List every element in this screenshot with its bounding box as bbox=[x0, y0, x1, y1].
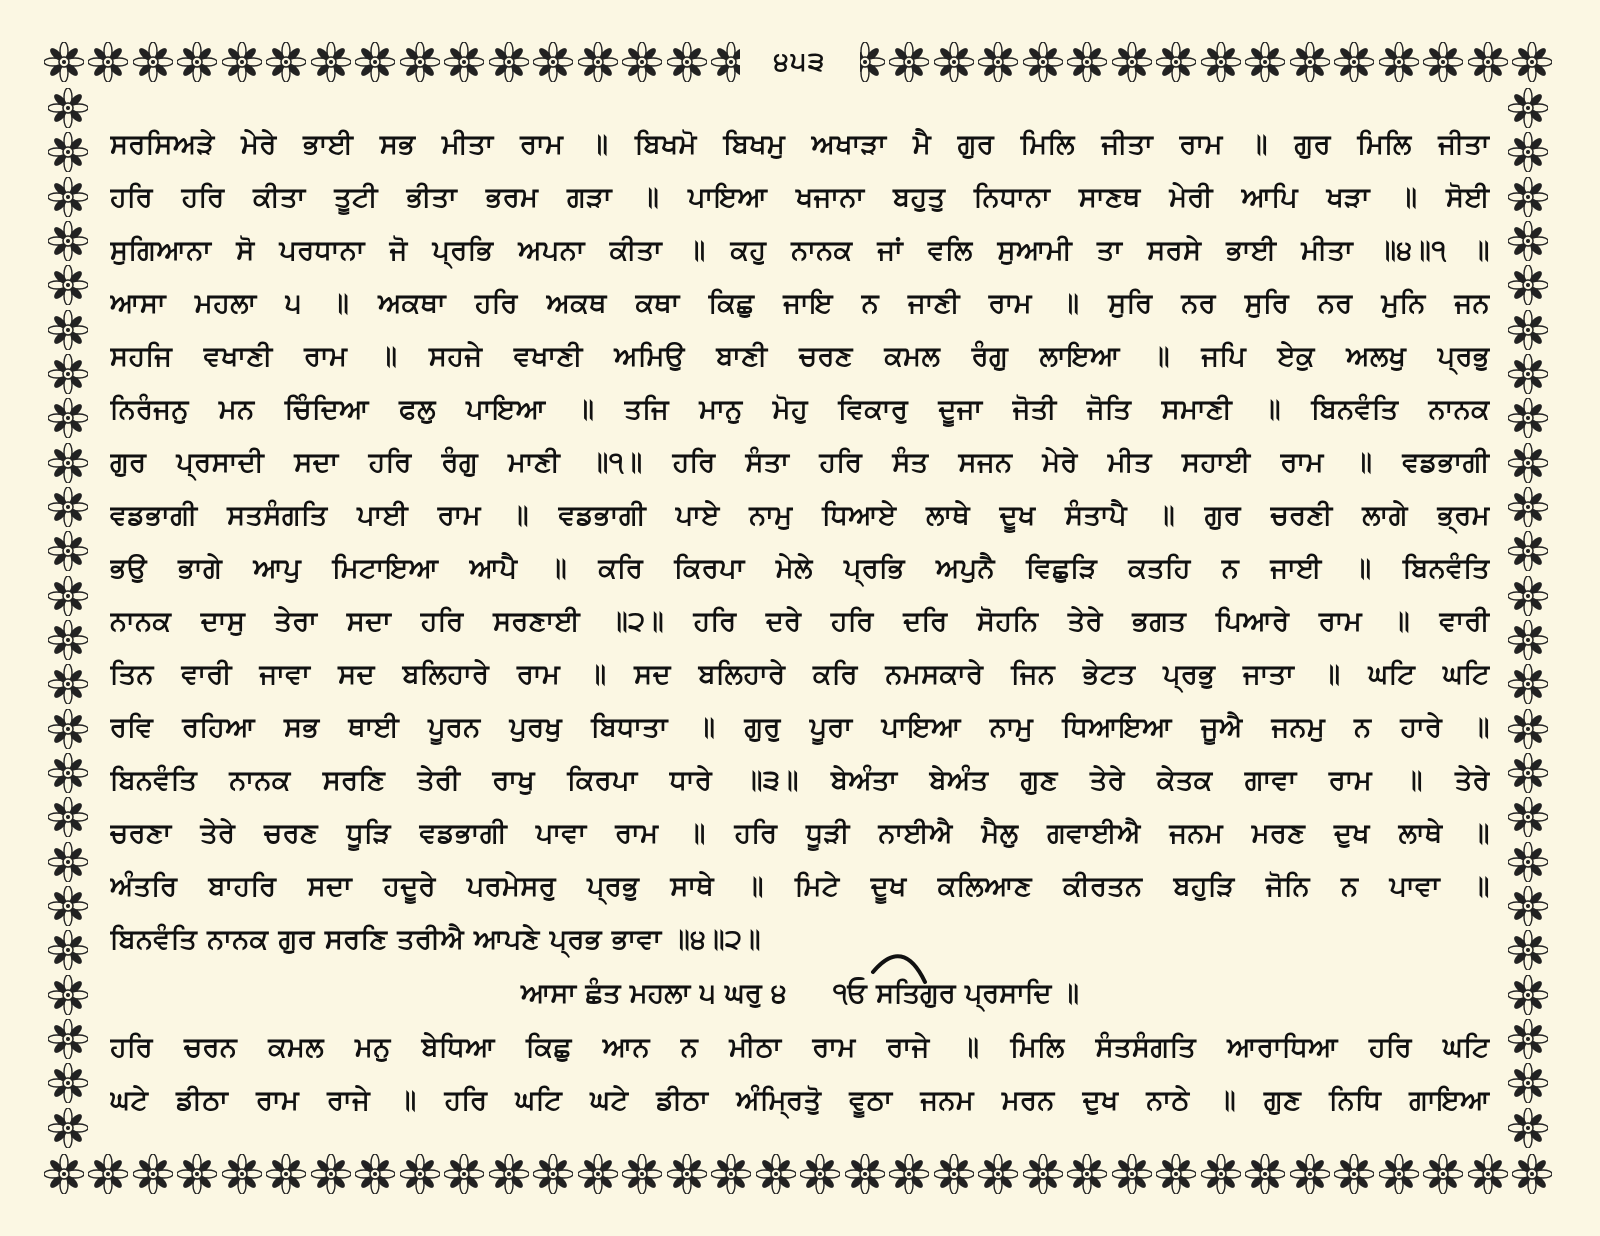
text-line: ਬਿਨਵੰਤਿ ਨਾਨਕ ਗੁਰ ਸਰਣਿ ਤਰੀਐ ਆਪਣੇ ਪ੍ਰਭ ਭਾਵਾ ॥੪॥੨॥ bbox=[110, 924, 762, 955]
flower-ornament-icon bbox=[444, 42, 484, 82]
flower-ornament-icon bbox=[266, 1154, 306, 1194]
flower-ornament-icon bbox=[1423, 42, 1463, 82]
flower-ornament-icon bbox=[1508, 265, 1548, 305]
flower-ornament-icon bbox=[133, 1154, 173, 1194]
flower-ornament-icon bbox=[444, 1154, 484, 1194]
flower-ornament-icon bbox=[311, 42, 351, 82]
flower-ornament-icon bbox=[1512, 1154, 1552, 1194]
flower-ornament-icon bbox=[667, 42, 707, 82]
flower-ornament-icon bbox=[48, 265, 88, 305]
flower-ornament-icon bbox=[222, 42, 262, 82]
flower-ornament-icon bbox=[578, 42, 618, 82]
flower-ornament-icon bbox=[489, 1154, 529, 1194]
flower-ornament-icon bbox=[711, 1154, 751, 1194]
flower-ornament-icon bbox=[1508, 177, 1548, 217]
flower-ornament-icon bbox=[1067, 42, 1107, 82]
flower-ornament-icon bbox=[800, 1154, 840, 1194]
flower-ornament-icon bbox=[1508, 930, 1548, 970]
flower-ornament-icon bbox=[1508, 1019, 1548, 1059]
text-line: ਵਡਭਾਗੀ ਸਤਸੰਗਤਿ ਪਾਈ ਰਾਮ ॥ ਵਡਭਾਗੀ ਪਾਏ ਨਾਮੁ ਧਿਆਏ ਲਾਥੇ ਦੂਖ ਸੰਤਾਪੈ ॥ ਗੁਰ ਚਰਣੀ ਲਾਗੇ ਭ੍ਰਮ bbox=[110, 500, 1490, 531]
flower-ornament-icon bbox=[1201, 1154, 1241, 1194]
flower-ornament-icon bbox=[48, 132, 88, 172]
flower-ornament-icon bbox=[88, 1154, 128, 1194]
flower-ornament-icon bbox=[489, 42, 529, 82]
flower-ornament-icon bbox=[1508, 531, 1548, 571]
flower-ornament-icon bbox=[48, 842, 88, 882]
flower-ornament-icon bbox=[1508, 664, 1548, 704]
flower-ornament-icon bbox=[1508, 753, 1548, 793]
text-line: ਗੁਰ ਪ੍ਰਸਾਦੀ ਸਦਾ ਹਰਿ ਰੰਗੁ ਮਾਣੀ ॥੧॥ ਹਰਿ ਸੰਤਾ ਹਰਿ ਸੰਤ ਸਜਨ ਮੇਰੇ ਮੀਤ ਸਹਾਈ ਰਾਮ ॥ ਵਡਭਾਗੀ bbox=[110, 447, 1490, 478]
text-line: ਭਉ ਭਾਗੇ ਆਪੁ ਮਿਟਾਇਆ ਆਪੈ ॥ ਕਰਿ ਕਿਰਪਾ ਮੇਲੇ ਪ੍ਰਭਿ ਅਪੁਨੈ ਵਿਛੁੜਿ ਕਤਹਿ ਨ ਜਾਈ ॥ ਬਿਨਵੰਤਿ bbox=[110, 553, 1490, 584]
flower-ornament-icon bbox=[48, 576, 88, 616]
flower-ornament-icon bbox=[845, 1154, 885, 1194]
flower-ornament-icon bbox=[48, 664, 88, 704]
flower-ornament-icon bbox=[44, 42, 84, 82]
flower-ornament-icon bbox=[355, 1154, 395, 1194]
flower-ornament-icon bbox=[1245, 1154, 1285, 1194]
flower-ornament-icon bbox=[1423, 1154, 1463, 1194]
flower-ornament-icon bbox=[667, 1154, 707, 1194]
flower-ornament-icon bbox=[48, 354, 88, 394]
flower-ornament-icon bbox=[1508, 975, 1548, 1015]
flower-ornament-icon bbox=[355, 42, 395, 82]
flower-ornament-icon bbox=[1508, 398, 1548, 438]
flower-ornament-icon bbox=[48, 753, 88, 793]
flower-ornament-icon bbox=[1508, 310, 1548, 350]
flower-ornament-icon bbox=[578, 1154, 618, 1194]
flower-ornament-icon bbox=[48, 398, 88, 438]
section-heading bbox=[110, 966, 1490, 1021]
flower-ornament-icon bbox=[1512, 42, 1552, 82]
flower-ornament-icon bbox=[133, 42, 173, 82]
flower-ornament-icon bbox=[1508, 620, 1548, 660]
flower-ornament-icon bbox=[48, 797, 88, 837]
flower-ornament-icon bbox=[48, 443, 88, 483]
flower-ornament-icon bbox=[400, 42, 440, 82]
flower-ornament-icon bbox=[48, 221, 88, 261]
text-line: ਸੁਗਿਆਨਾ ਸੋ ਪਰਧਾਨਾ ਜੋ ਪ੍ਰਭਿ ਅਪਨਾ ਕੀਤਾ ॥ ਕਹੁ ਨਾਨਕ ਜਾਂ ਵਲਿ ਸੁਆਮੀ ਤਾ ਸਰਸੇ ਭਾਈ ਮੀਤਾ ॥੪॥੧ ॥ bbox=[110, 235, 1490, 266]
flower-ornament-icon bbox=[1508, 88, 1548, 128]
flower-ornament-icon bbox=[48, 620, 88, 660]
flower-ornament-icon bbox=[1468, 42, 1508, 82]
flower-ornament-icon bbox=[48, 709, 88, 749]
flower-ornament-icon bbox=[1112, 42, 1152, 82]
flower-ornament-icon bbox=[978, 42, 1018, 82]
flower-ornament-icon bbox=[934, 42, 974, 82]
flower-ornament-icon bbox=[1379, 42, 1419, 82]
flower-ornament-icon bbox=[889, 42, 929, 82]
flower-ornament-icon bbox=[48, 886, 88, 926]
text-line: ਹਰਿ ਹਰਿ ਕੀਤਾ ਤੂਟੀ ਭੀਤਾ ਭਰਮ ਗੜਾ ॥ ਪਾਇਆ ਖਜਾਨਾ ਬਹੁਤੁ ਨਿਧਾਨਾ ਸਾਣਥ ਮੇਰੀ ਆਪਿ ਖੜਾ ॥ ਸੋਈ bbox=[110, 182, 1490, 213]
verse-block-asa-mahala-5 bbox=[110, 118, 1490, 966]
flower-ornament-icon bbox=[1508, 132, 1548, 172]
flower-ornament-icon bbox=[1508, 443, 1548, 483]
flower-ornament-icon bbox=[533, 42, 573, 82]
text-line: ਆਸਾ ਮਹਲਾ ੫ ॥ ਅਕਥਾ ਹਰਿ ਅਕਥ ਕਥਾ ਕਿਛੁ ਜਾਇ ਨ ਜਾਣੀ ਰਾਮ ॥ ਸੁਰਿ ਨਰ ਸੁਰਿ ਨਰ ਮੁਨਿ ਜਨ bbox=[110, 288, 1490, 319]
verse-block-asa-chhant bbox=[110, 1021, 1490, 1127]
flower-ornament-icon bbox=[48, 310, 88, 350]
text-line: ਹਰਿ ਚਰਨ ਕਮਲ ਮਨੁ ਬੇਧਿਆ ਕਿਛੁ ਆਨ ਨ ਮੀਠਾ ਰਾਮ ਰਾਜੇ ॥ ਮਿਲਿ ਸੰਤਸੰਗਤਿ ਆਰਾਧਿਆ ਹਰਿ ਘਟਿ bbox=[110, 1032, 1490, 1063]
text-line: ਰਵਿ ਰਹਿਆ ਸਭ ਥਾਈ ਪੂਰਨ ਪੁਰਖੁ ਬਿਧਾਤਾ ॥ ਗੁਰੁ ਪੂਰਾ ਪਾਇਆ ਨਾਮੁ ਧਿਆਇਆ ਜੂਐ ਜਨਮੁ ਨ ਹਾਰੇ ॥ bbox=[110, 712, 1490, 743]
text-line: ਚਰਣਾ ਤੇਰੇ ਚਰਣ ਧੂੜਿ ਵਡਭਾਗੀ ਪਾਵਾ ਰਾਮ ॥ ਹਰਿ ਧੂੜੀ ਨਾਈਐ ਮੈਲੁ ਗਵਾਈਐ ਜਨਮ ਮਰਣ ਦੁਖ ਲਾਥੇ ॥ bbox=[110, 818, 1490, 849]
text-line: ਸਹਜਿ ਵਖਾਣੀ ਰਾਮ ॥ ਸਹਜੇ ਵਖਾਣੀ ਅਮਿਉ ਬਾਣੀ ਚਰਣ ਕਮਲ ਰੰਗੁ ਲਾਇਆ ॥ ਜਪਿ ਏਕੁ ਅਲਖੁ ਪ੍ਰਭੁ bbox=[110, 341, 1490, 372]
border-right bbox=[1504, 86, 1552, 1150]
flower-ornament-icon bbox=[1468, 1154, 1508, 1194]
flower-ornament-icon bbox=[889, 1154, 929, 1194]
heading-invocation: ੧ਓ ਸਤਿਗੁਰ ਪ੍ਰਸਾਦਿ ॥ bbox=[832, 978, 1079, 1009]
flower-ornament-icon bbox=[978, 1154, 1018, 1194]
flower-ornament-icon bbox=[934, 1154, 974, 1194]
flower-ornament-icon bbox=[1508, 1108, 1548, 1148]
heading-title: ਆਸਾ ਛੰਤ ਮਹਲਾ ੫ ਘਰੁ ੪ bbox=[521, 978, 787, 1009]
flower-ornament-icon bbox=[1508, 842, 1548, 882]
flower-ornament-icon bbox=[1508, 221, 1548, 261]
flower-ornament-icon bbox=[400, 1154, 440, 1194]
border-bottom bbox=[44, 1150, 1552, 1198]
flower-ornament-icon bbox=[222, 1154, 262, 1194]
flower-ornament-icon bbox=[1508, 886, 1548, 926]
flower-ornament-icon bbox=[48, 1108, 88, 1148]
flower-ornament-icon bbox=[533, 1154, 573, 1194]
flower-ornament-icon bbox=[756, 1154, 796, 1194]
flower-ornament-icon bbox=[48, 177, 88, 217]
flower-ornament-icon bbox=[1508, 487, 1548, 527]
flower-ornament-icon bbox=[48, 975, 88, 1015]
scripture-text bbox=[110, 118, 1490, 1127]
flower-ornament-icon bbox=[311, 1154, 351, 1194]
ik-onkar-arc-icon bbox=[865, 942, 935, 988]
flower-ornament-icon bbox=[1290, 42, 1330, 82]
flower-ornament-icon bbox=[1156, 1154, 1196, 1194]
flower-ornament-icon bbox=[266, 42, 306, 82]
flower-ornament-icon bbox=[177, 1154, 217, 1194]
page-number: ੪੫੩ bbox=[740, 42, 860, 82]
flower-ornament-icon bbox=[1023, 1154, 1063, 1194]
text-line: ਅੰਤਰਿ ਬਾਹਰਿ ਸਦਾ ਹਦੂਰੇ ਪਰਮੇਸਰੁ ਪ੍ਰਭੁ ਸਾਥੇ ॥ ਮਿਟੇ ਦੂਖ ਕਲਿਆਣ ਕੀਰਤਨ ਬਹੁੜਿ ਜੋਨਿ ਨ ਪਾਵਾ ॥ bbox=[110, 871, 1490, 902]
flower-ornament-icon bbox=[1379, 1154, 1419, 1194]
flower-ornament-icon bbox=[1201, 42, 1241, 82]
flower-ornament-icon bbox=[1334, 42, 1374, 82]
text-line: ਤਿਨ ਵਾਰੀ ਜਾਵਾ ਸਦ ਬਲਿਹਾਰੇ ਰਾਮ ॥ ਸਦ ਬਲਿਹਾਰੇ ਕਰਿ ਨਮਸਕਾਰੇ ਜਿਨ ਭੇਟਤ ਪ੍ਰਭੁ ਜਾਤਾ ॥ ਘਟਿ ਘਟਿ bbox=[110, 659, 1490, 690]
text-line: ਘਟੇ ਡੀਠਾ ਰਾਮ ਰਾਜੇ ॥ ਹਰਿ ਘਟਿ ਘਟੇ ਡੀਠਾ ਅੰਮ੍ਰਿਤੋੁ ਵੂਠਾ ਜਨਮ ਮਰਨ ਦੁਖ ਨਾਠੇ ॥ ਗੁਣ ਨਿਧਿ ਗਾਇਆ bbox=[110, 1085, 1490, 1116]
flower-ornament-icon bbox=[1508, 354, 1548, 394]
flower-ornament-icon bbox=[44, 1154, 84, 1194]
flower-ornament-icon bbox=[48, 930, 88, 970]
flower-ornament-icon bbox=[1245, 42, 1285, 82]
flower-ornament-icon bbox=[1156, 42, 1196, 82]
flower-ornament-icon bbox=[622, 1154, 662, 1194]
flower-ornament-icon bbox=[1023, 42, 1063, 82]
flower-ornament-icon bbox=[48, 1019, 88, 1059]
flower-ornament-icon bbox=[1067, 1154, 1107, 1194]
text-line: ਨਾਨਕ ਦਾਸੁ ਤੇਰਾ ਸਦਾ ਹਰਿ ਸਰਣਾਈ ॥੨॥ ਹਰਿ ਦਰੇ ਹਰਿ ਦਰਿ ਸੋਹਨਿ ਤੇਰੇ ਭਗਤ ਪਿਆਰੇ ਰਾਮ ॥ ਵਾਰੀ bbox=[110, 606, 1490, 637]
flower-ornament-icon bbox=[1508, 797, 1548, 837]
flower-ornament-icon bbox=[1508, 709, 1548, 749]
flower-ornament-icon bbox=[48, 1063, 88, 1103]
border-left bbox=[44, 86, 92, 1150]
flower-ornament-icon bbox=[48, 88, 88, 128]
flower-ornament-icon bbox=[1290, 1154, 1330, 1194]
flower-ornament-icon bbox=[1508, 1063, 1548, 1103]
flower-ornament-icon bbox=[48, 531, 88, 571]
text-line: ਨਿਰੰਜਨੁ ਮਨ ਚਿੰਦਿਆ ਫਲੁ ਪਾਇਆ ॥ ਤਜਿ ਮਾਨੁ ਮੋਹੁ ਵਿਕਾਰੁ ਦੂਜਾ ਜੋਤੀ ਜੋਤਿ ਸਮਾਣੀ ॥ ਬਿਨਵੰਤਿ ਨਾਨਕ bbox=[110, 394, 1490, 425]
flower-ornament-icon bbox=[1334, 1154, 1374, 1194]
flower-ornament-icon bbox=[177, 42, 217, 82]
text-line: ਬਿਨਵੰਤਿ ਨਾਨਕ ਸਰਣਿ ਤੇਰੀ ਰਾਖੁ ਕਿਰਪਾ ਧਾਰੇ ॥੩॥ ਬੇਅੰਤਾ ਬੇਅੰਤ ਗੁਣ ਤੇਰੇ ਕੇਤਕ ਗਾਵਾ ਰਾਮ ॥ ਤੇਰੇ bbox=[110, 765, 1490, 796]
flower-ornament-icon bbox=[1508, 576, 1548, 616]
flower-ornament-icon bbox=[88, 42, 128, 82]
flower-ornament-icon bbox=[48, 487, 88, 527]
flower-ornament-icon bbox=[1112, 1154, 1152, 1194]
flower-ornament-icon bbox=[622, 42, 662, 82]
text-line: ਸਰਸਿਅੜੇ ਮੇਰੇ ਭਾਈ ਸਭ ਮੀਤਾ ਰਾਮ ॥ ਬਿਖਮੋ ਬਿਖਮੁ ਅਖਾੜਾ ਮੈ ਗੁਰ ਮਿਲਿ ਜੀਤਾ ਰਾਮ ॥ ਗੁਰ ਮਿਲਿ ਜੀਤਾ bbox=[110, 129, 1490, 160]
